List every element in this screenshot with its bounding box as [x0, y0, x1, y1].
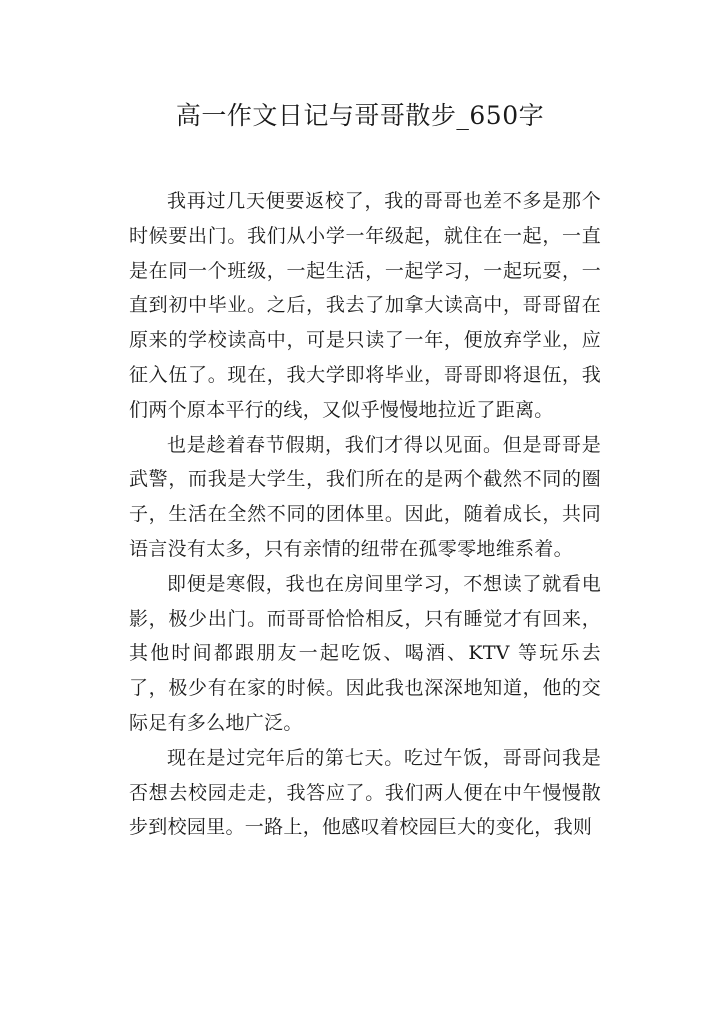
- paragraph-1: 我再过几天便要返校了，我的哥哥也差不多是那个时候要出门。我们从小学一年级起，就住在一起，一直是在同一个班级，一起生活，一起学习，一起玩耍，一直到初中毕业。之后，我去了加拿大读高中，哥哥留在原来的学校读高中，可是只读了一年，便放弃学业，应征入伍了。现在，我大学即将毕业，哥哥即将退伍，我们两个原本平行的线，又似乎慢慢地拉近了距离。: [129, 190, 601, 421]
- document-title: 高一作文日记与哥哥散步_650字: [175, 101, 545, 130]
- document-body: [129, 184, 601, 845]
- paragraph-3: 即便是寒假，我也在房间里学习，不想读了就看电影，极少出门。而哥哥恰恰相反，只有睡觉才有回来，其他时间都跟朋友一起吃饭、喝酒、KTV 等玩乐去了，极少有在家的时候。因此我也深深地知道，他的交际足有多么地广泛。: [129, 572, 601, 734]
- paragraph-4: 现在是过完年后的第七天。吃过午饭，哥哥问我是否想去校园走走，我答应了。我们两人便在中午慢慢散步到校园里。一路上，他感叹着校园巨大的变化，我则: [129, 746, 601, 839]
- paragraph-2: 也是趁着春节假期，我们才得以见面。但是哥哥是武警，而我是大学生，我们所在的是两个截然不同的圈子，生活在全然不同的团体里。因此，随着成长，共同语言没有太多，只有亲情的纽带在孤零零地维系着。: [129, 433, 601, 560]
